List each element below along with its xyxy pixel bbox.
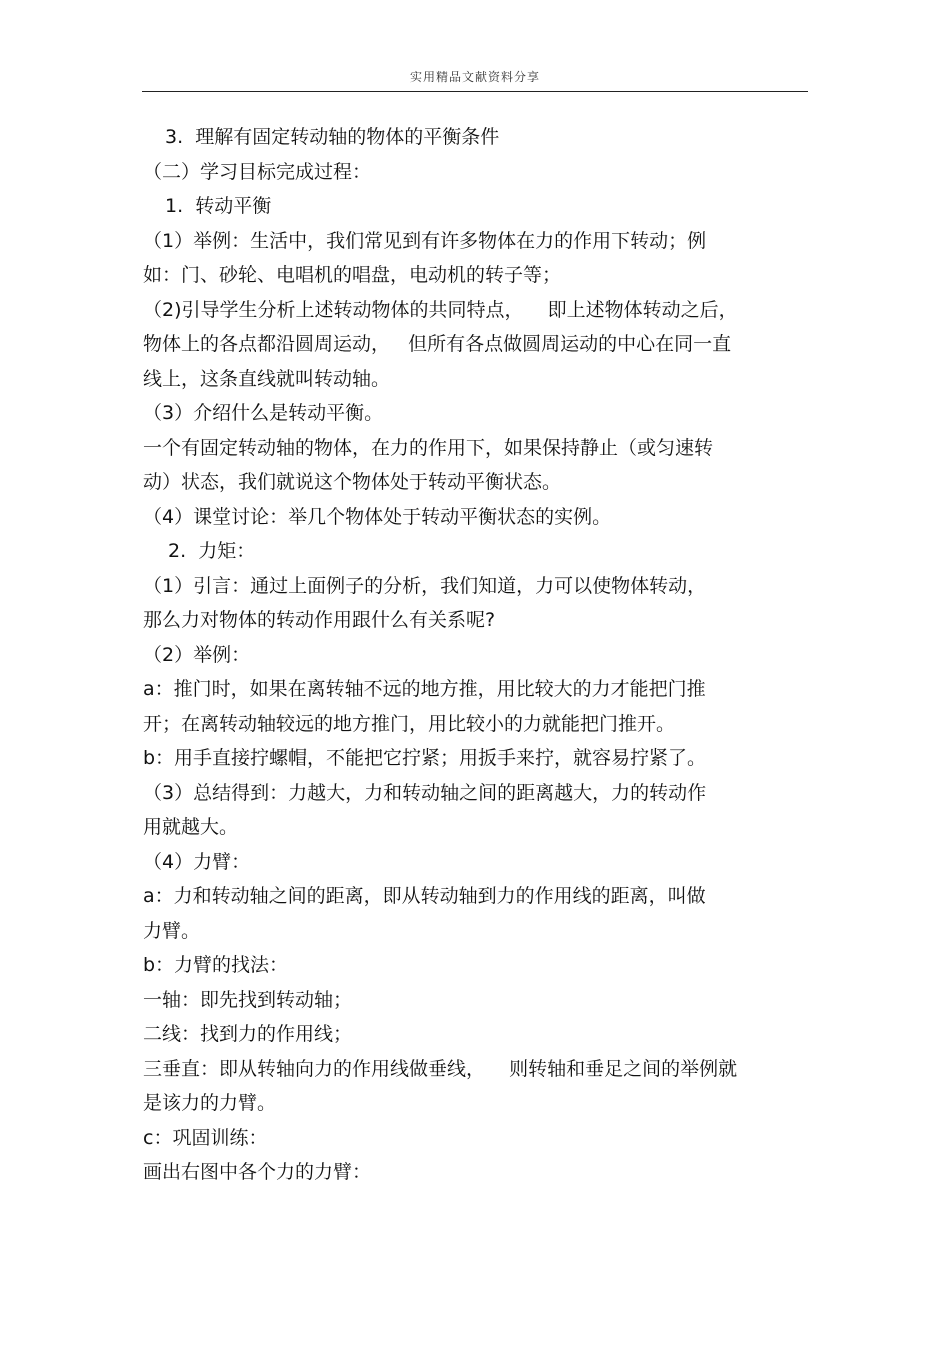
paragraph-line: a：力和转动轴之间的距离，即从转动轴到力的作用线的距离，叫做 bbox=[143, 885, 706, 907]
paragraph-line: 是该力的力臂。 bbox=[143, 1092, 277, 1114]
paragraph-line: 三垂直：即从转轴向力的作用线做垂线， 则转轴和垂足之间的举例就 bbox=[143, 1057, 738, 1080]
paragraph-line: （2）举例： bbox=[143, 643, 251, 666]
paragraph-line: 物体上的各点都沿圆周运动， 但所有各点做圆周运动的中心在同一直 bbox=[143, 333, 732, 355]
paragraph-line: b：力臂的找法： bbox=[143, 954, 289, 976]
paragraph-line: 画出右图中各个力的力臂： bbox=[143, 1161, 372, 1183]
paragraph-line: 用就越大。 bbox=[143, 816, 239, 838]
paragraph-line: （4）力臂： bbox=[143, 850, 251, 873]
header-divider bbox=[142, 91, 808, 92]
paragraph-line: 一个有固定转动轴的物体，在力的作用下，如果保持静止（或匀速转 bbox=[143, 436, 714, 459]
paragraph-line: 动）状态，我们就说这个物体处于转动平衡状态。 bbox=[143, 471, 562, 493]
paragraph-line: （1）引言：通过上面例子的分析，我们知道，力可以使物体转动， bbox=[143, 574, 707, 597]
paragraph-line: b：用手直接拧螺帽，不能把它拧紧；用扳手来拧，就容易拧紧了。 bbox=[143, 747, 707, 769]
paragraph-line: 线上，这条直线就叫转动轴。 bbox=[143, 367, 391, 390]
page-header: 实用精品文献资料分享 bbox=[409, 70, 540, 84]
paragraph-line: （1）举例：生活中，我们常见到有许多物体在力的作用下转动；例 bbox=[143, 229, 707, 252]
paragraph-line: 二线：找到力的作用线； bbox=[143, 1023, 353, 1045]
paragraph-line: 一轴：即先找到转动轴； bbox=[143, 988, 353, 1011]
section-heading: （二）学习目标完成过程： bbox=[143, 160, 372, 183]
document-body bbox=[143, 120, 793, 1190]
paragraph-line: （3）介绍什么是转动平衡。 bbox=[143, 402, 384, 424]
paragraph-line: 力臂。 bbox=[143, 919, 201, 942]
objective-3: 3. 理解有固定转动轴的物体的平衡条件 bbox=[165, 126, 500, 148]
paragraph-line: c：巩固训练： bbox=[143, 1126, 268, 1149]
paragraph-line: （2)引导学生分析上述转动物体的共同特点， 即上述物体转动之后， bbox=[143, 298, 738, 321]
paragraph-line: a：推门时，如果在离转轴不远的地方推，用比较大的力才能把门推 bbox=[143, 678, 706, 700]
paragraph-line: （4）课堂讨论：举几个物体处于转动平衡状态的实例。 bbox=[143, 505, 612, 528]
paragraph-line: 如：门、砂轮、电唱机的唱盘，电动机的转子等； bbox=[143, 264, 562, 286]
heading-torque: 2. 力矩： bbox=[168, 540, 256, 562]
paragraph-line: 那么力对物体的转动作用跟什么有关系呢? bbox=[143, 609, 496, 631]
paragraph-line: （3）总结得到：力越大，力和转动轴之间的距离越大，力的转动作 bbox=[143, 781, 707, 804]
heading-rotational-equilibrium: 1. 转动平衡 bbox=[165, 195, 272, 217]
paragraph-line: 开；在离转动轴较远的地方推门，用比较小的力就能把门推开。 bbox=[143, 712, 676, 735]
